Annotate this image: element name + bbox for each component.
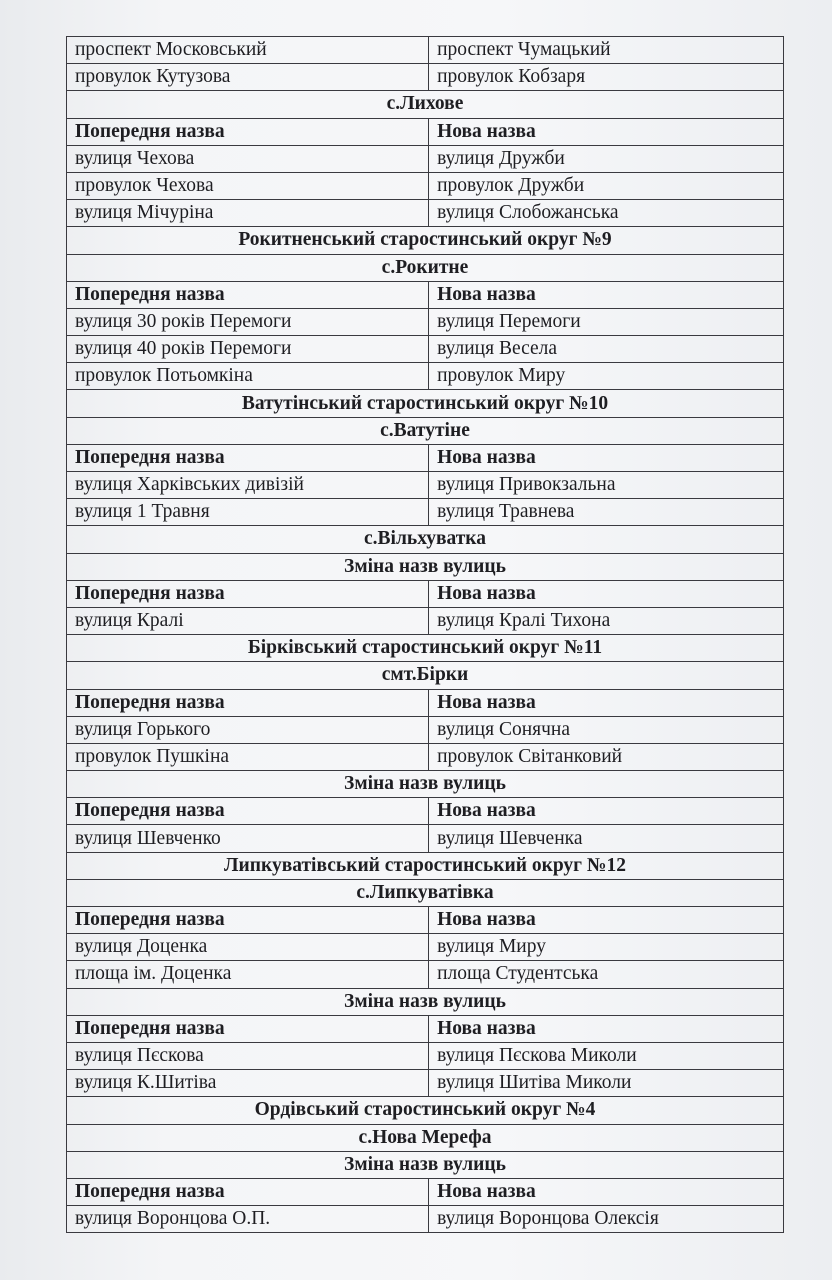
previous-name-header: Попередня назва bbox=[67, 580, 429, 607]
previous-name-header: Попередня назва bbox=[67, 118, 429, 145]
previous-name-cell: вулиця Доценка bbox=[67, 934, 429, 961]
previous-name-cell: вулиця Шевченко bbox=[67, 825, 429, 852]
previous-name-header: Попередня назва bbox=[67, 798, 429, 825]
previous-name-cell: вулиця 30 років Перемоги bbox=[67, 308, 429, 335]
section-heading-row bbox=[67, 390, 784, 417]
section-heading: Ордівський старостинський округ №4 bbox=[67, 1097, 784, 1124]
previous-name-header: Попередня назва bbox=[67, 1178, 429, 1205]
previous-name-cell: вулиця Кралі bbox=[67, 607, 429, 634]
table-row bbox=[67, 1070, 784, 1097]
previous-name-cell: вулиця Харківських дивізій bbox=[67, 472, 429, 499]
street-renaming-table bbox=[66, 36, 784, 1233]
new-name-header: Нова назва bbox=[429, 1178, 784, 1205]
new-name-cell: вулиця Дружби bbox=[429, 145, 784, 172]
previous-name-cell: площа ім. Доценка bbox=[67, 961, 429, 988]
section-heading-row bbox=[67, 227, 784, 254]
new-name-cell: вулиця Сонячна bbox=[429, 716, 784, 743]
previous-name-header: Попередня назва bbox=[67, 689, 429, 716]
column-header-row bbox=[67, 281, 784, 308]
new-name-header: Нова назва bbox=[429, 1015, 784, 1042]
table-row bbox=[67, 499, 784, 526]
new-name-cell: проспект Чумацький bbox=[429, 37, 784, 64]
section-heading-row bbox=[67, 1097, 784, 1124]
previous-name-cell: провулок Кутузова bbox=[67, 64, 429, 91]
previous-name-header: Попередня назва bbox=[67, 1015, 429, 1042]
section-heading-row bbox=[67, 526, 784, 553]
column-header-row bbox=[67, 1015, 784, 1042]
section-heading-row bbox=[67, 879, 784, 906]
new-name-header: Нова назва bbox=[429, 118, 784, 145]
table-row bbox=[67, 1042, 784, 1069]
new-name-header: Нова назва bbox=[429, 689, 784, 716]
new-name-cell: провулок Дружби bbox=[429, 172, 784, 199]
new-name-cell: вулиця Травнева bbox=[429, 499, 784, 526]
new-name-header: Нова назва bbox=[429, 444, 784, 471]
table-row bbox=[67, 825, 784, 852]
table-row bbox=[67, 1206, 784, 1233]
table-row bbox=[67, 607, 784, 634]
section-heading: Бірківський старостинський округ №11 bbox=[67, 635, 784, 662]
new-name-cell: вулиця Кралі Тихона bbox=[429, 607, 784, 634]
table-row bbox=[67, 743, 784, 770]
section-heading: Зміна назв вулиць bbox=[67, 1151, 784, 1178]
section-heading: с.Лихове bbox=[67, 91, 784, 118]
section-heading: с.Липкуватівка bbox=[67, 879, 784, 906]
new-name-header: Нова назва bbox=[429, 798, 784, 825]
column-header-row bbox=[67, 1178, 784, 1205]
section-heading: с.Нова Мерефа bbox=[67, 1124, 784, 1151]
table-row bbox=[67, 336, 784, 363]
previous-name-cell: провулок Пушкіна bbox=[67, 743, 429, 770]
previous-name-cell: вулиця 40 років Перемоги bbox=[67, 336, 429, 363]
section-heading: Рокитненський старостинський округ №9 bbox=[67, 227, 784, 254]
table-row bbox=[67, 934, 784, 961]
new-name-cell: вулиця Шитіва Миколи bbox=[429, 1070, 784, 1097]
previous-name-cell: вулиця Пєскова bbox=[67, 1042, 429, 1069]
section-heading: Липкуватівський старостинський округ №12 bbox=[67, 852, 784, 879]
section-heading: Ватутінський старостинський округ №10 bbox=[67, 390, 784, 417]
column-header-row bbox=[67, 907, 784, 934]
table-row bbox=[67, 363, 784, 390]
section-heading-row bbox=[67, 1151, 784, 1178]
new-name-cell: вулиця Перемоги bbox=[429, 308, 784, 335]
section-heading-row bbox=[67, 988, 784, 1015]
section-heading-row bbox=[67, 553, 784, 580]
previous-name-cell: провулок Чехова bbox=[67, 172, 429, 199]
new-name-cell: вулиця Миру bbox=[429, 934, 784, 961]
section-heading-row bbox=[67, 771, 784, 798]
previous-name-cell: вулиця Воронцова О.П. bbox=[67, 1206, 429, 1233]
new-name-cell: площа Студентська bbox=[429, 961, 784, 988]
new-name-cell: вулиця Привокзальна bbox=[429, 472, 784, 499]
previous-name-header: Попередня назва bbox=[67, 444, 429, 471]
previous-name-cell: вулиця Горького bbox=[67, 716, 429, 743]
table-row bbox=[67, 308, 784, 335]
section-heading: с.Ватутіне bbox=[67, 417, 784, 444]
section-heading: с.Вільхуватка bbox=[67, 526, 784, 553]
new-name-cell: вулиця Пєскова Миколи bbox=[429, 1042, 784, 1069]
section-heading-row bbox=[67, 852, 784, 879]
new-name-cell: провулок Світанковий bbox=[429, 743, 784, 770]
section-heading: Зміна назв вулиць bbox=[67, 553, 784, 580]
new-name-cell: вулиця Слобожанська bbox=[429, 200, 784, 227]
table-row bbox=[67, 716, 784, 743]
previous-name-cell: вулиця Чехова bbox=[67, 145, 429, 172]
section-heading: с.Рокитне bbox=[67, 254, 784, 281]
previous-name-cell: вулиця 1 Травня bbox=[67, 499, 429, 526]
table-row bbox=[67, 200, 784, 227]
column-header-row bbox=[67, 580, 784, 607]
new-name-header: Нова назва bbox=[429, 580, 784, 607]
previous-name-cell: провулок Потьомкіна bbox=[67, 363, 429, 390]
previous-name-cell: вулиця К.Шитіва bbox=[67, 1070, 429, 1097]
table-row bbox=[67, 472, 784, 499]
previous-name-cell: проспект Московський bbox=[67, 37, 429, 64]
new-name-cell: провулок Миру bbox=[429, 363, 784, 390]
previous-name-header: Попередня назва bbox=[67, 281, 429, 308]
column-header-row bbox=[67, 798, 784, 825]
section-heading-row bbox=[67, 635, 784, 662]
new-name-header: Нова назва bbox=[429, 281, 784, 308]
table-row bbox=[67, 172, 784, 199]
table-row bbox=[67, 961, 784, 988]
new-name-cell: вулиця Весела bbox=[429, 336, 784, 363]
new-name-cell: провулок Кобзаря bbox=[429, 64, 784, 91]
table-row bbox=[67, 37, 784, 64]
column-header-row bbox=[67, 689, 784, 716]
table-body bbox=[67, 37, 784, 1233]
section-heading-row bbox=[67, 1124, 784, 1151]
new-name-cell: вулиця Шевченка bbox=[429, 825, 784, 852]
column-header-row bbox=[67, 118, 784, 145]
table-row bbox=[67, 145, 784, 172]
column-header-row bbox=[67, 444, 784, 471]
section-heading-row bbox=[67, 417, 784, 444]
section-heading-row bbox=[67, 254, 784, 281]
new-name-cell: вулиця Воронцова Олексія bbox=[429, 1206, 784, 1233]
section-heading-row bbox=[67, 91, 784, 118]
table-row bbox=[67, 64, 784, 91]
section-heading: Зміна назв вулиць bbox=[67, 771, 784, 798]
previous-name-cell: вулиця Мічуріна bbox=[67, 200, 429, 227]
section-heading: Зміна назв вулиць bbox=[67, 988, 784, 1015]
previous-name-header: Попередня назва bbox=[67, 907, 429, 934]
section-heading-row bbox=[67, 662, 784, 689]
new-name-header: Нова назва bbox=[429, 907, 784, 934]
section-heading: смт.Бірки bbox=[67, 662, 784, 689]
